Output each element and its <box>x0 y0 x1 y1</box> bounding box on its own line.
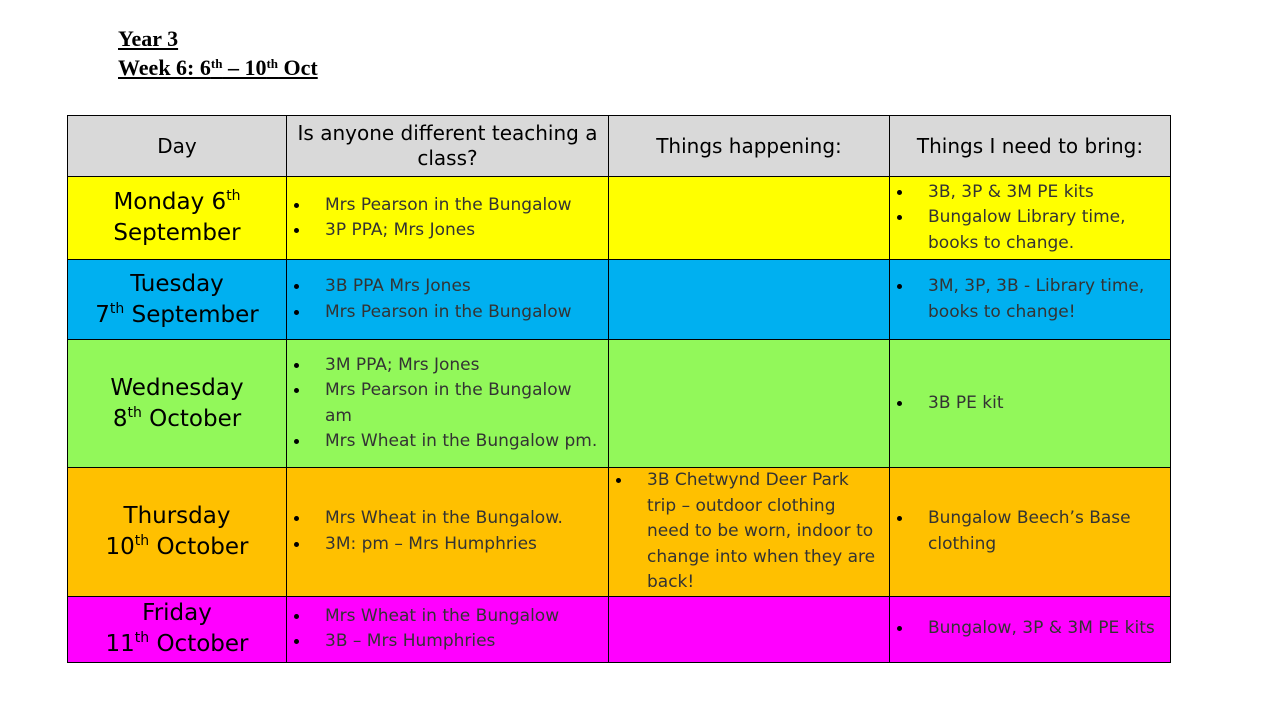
list-item: 3M: pm – Mrs Humphries <box>325 532 602 558</box>
teaching-cell <box>287 596 609 662</box>
weekly-timetable <box>67 115 1171 663</box>
list-item: Bungalow Beech’s Base clothing <box>928 506 1164 557</box>
page-heading <box>118 24 318 82</box>
bring-cell <box>890 260 1171 340</box>
bring-cell <box>890 468 1171 597</box>
list-item: 3B PPA Mrs Jones <box>325 274 602 300</box>
bring-cell <box>890 340 1171 468</box>
list-item: Mrs Wheat in the Bungalow pm. <box>325 429 602 455</box>
day-cell: Friday 11th October <box>68 596 287 662</box>
list-item: Mrs Pearson in the Bungalow <box>325 300 602 326</box>
day-cell: Wednesday 8th October <box>68 340 287 468</box>
table-row-monday <box>68 177 1171 260</box>
list-item: 3M PPA; Mrs Jones <box>325 353 602 379</box>
happening-cell <box>609 260 890 340</box>
teaching-cell <box>287 340 609 468</box>
list-item: Mrs Wheat in the Bungalow. <box>325 506 602 532</box>
bring-cell <box>890 177 1171 260</box>
bring-cell <box>890 596 1171 662</box>
happening-cell <box>609 177 890 260</box>
column-header-bring: Things I need to bring: <box>890 116 1171 177</box>
table-header-row <box>68 116 1171 177</box>
list-item: Bungalow Library time, books to change. <box>928 205 1164 256</box>
list-item: 3B Chetwynd Deer Park trip – outdoor clothing need to be worn, indoor to change into when they are back! <box>647 468 883 596</box>
table-row-thursday <box>68 468 1171 597</box>
year-title: Year 3 <box>118 26 179 51</box>
table-row-friday <box>68 596 1171 662</box>
list-item: Mrs Wheat in the Bungalow <box>325 604 602 630</box>
day-cell: Tuesday 7th September <box>68 260 287 340</box>
list-item: Bungalow, 3P & 3M PE kits <box>928 616 1164 642</box>
table-row-wednesday <box>68 340 1171 468</box>
list-item: Mrs Pearson in the Bungalow <box>325 193 602 219</box>
happening-cell <box>609 468 890 597</box>
day-cell: Thursday 10th October <box>68 468 287 597</box>
happening-cell <box>609 340 890 468</box>
list-item: 3B, 3P & 3M PE kits <box>928 180 1164 206</box>
teaching-cell <box>287 468 609 597</box>
column-header-happening: Things happening: <box>609 116 890 177</box>
teaching-cell <box>287 177 609 260</box>
list-item: 3P PPA; Mrs Jones <box>325 218 602 244</box>
list-item: 3B PE kit <box>928 391 1164 417</box>
list-item: 3M, 3P, 3B - Library time, books to change! <box>928 274 1164 325</box>
teaching-cell <box>287 260 609 340</box>
day-cell: Monday 6th September <box>68 177 287 260</box>
list-item: Mrs Pearson in the Bungalow am <box>325 378 602 429</box>
column-header-day: Day <box>68 116 287 177</box>
happening-cell <box>609 596 890 662</box>
list-item: 3B – Mrs Humphries <box>325 629 602 655</box>
week-title: Week 6: 6th – 10th Oct <box>118 55 318 80</box>
table-row-tuesday <box>68 260 1171 340</box>
column-header-teaching: Is anyone different teaching a class? <box>287 116 609 177</box>
